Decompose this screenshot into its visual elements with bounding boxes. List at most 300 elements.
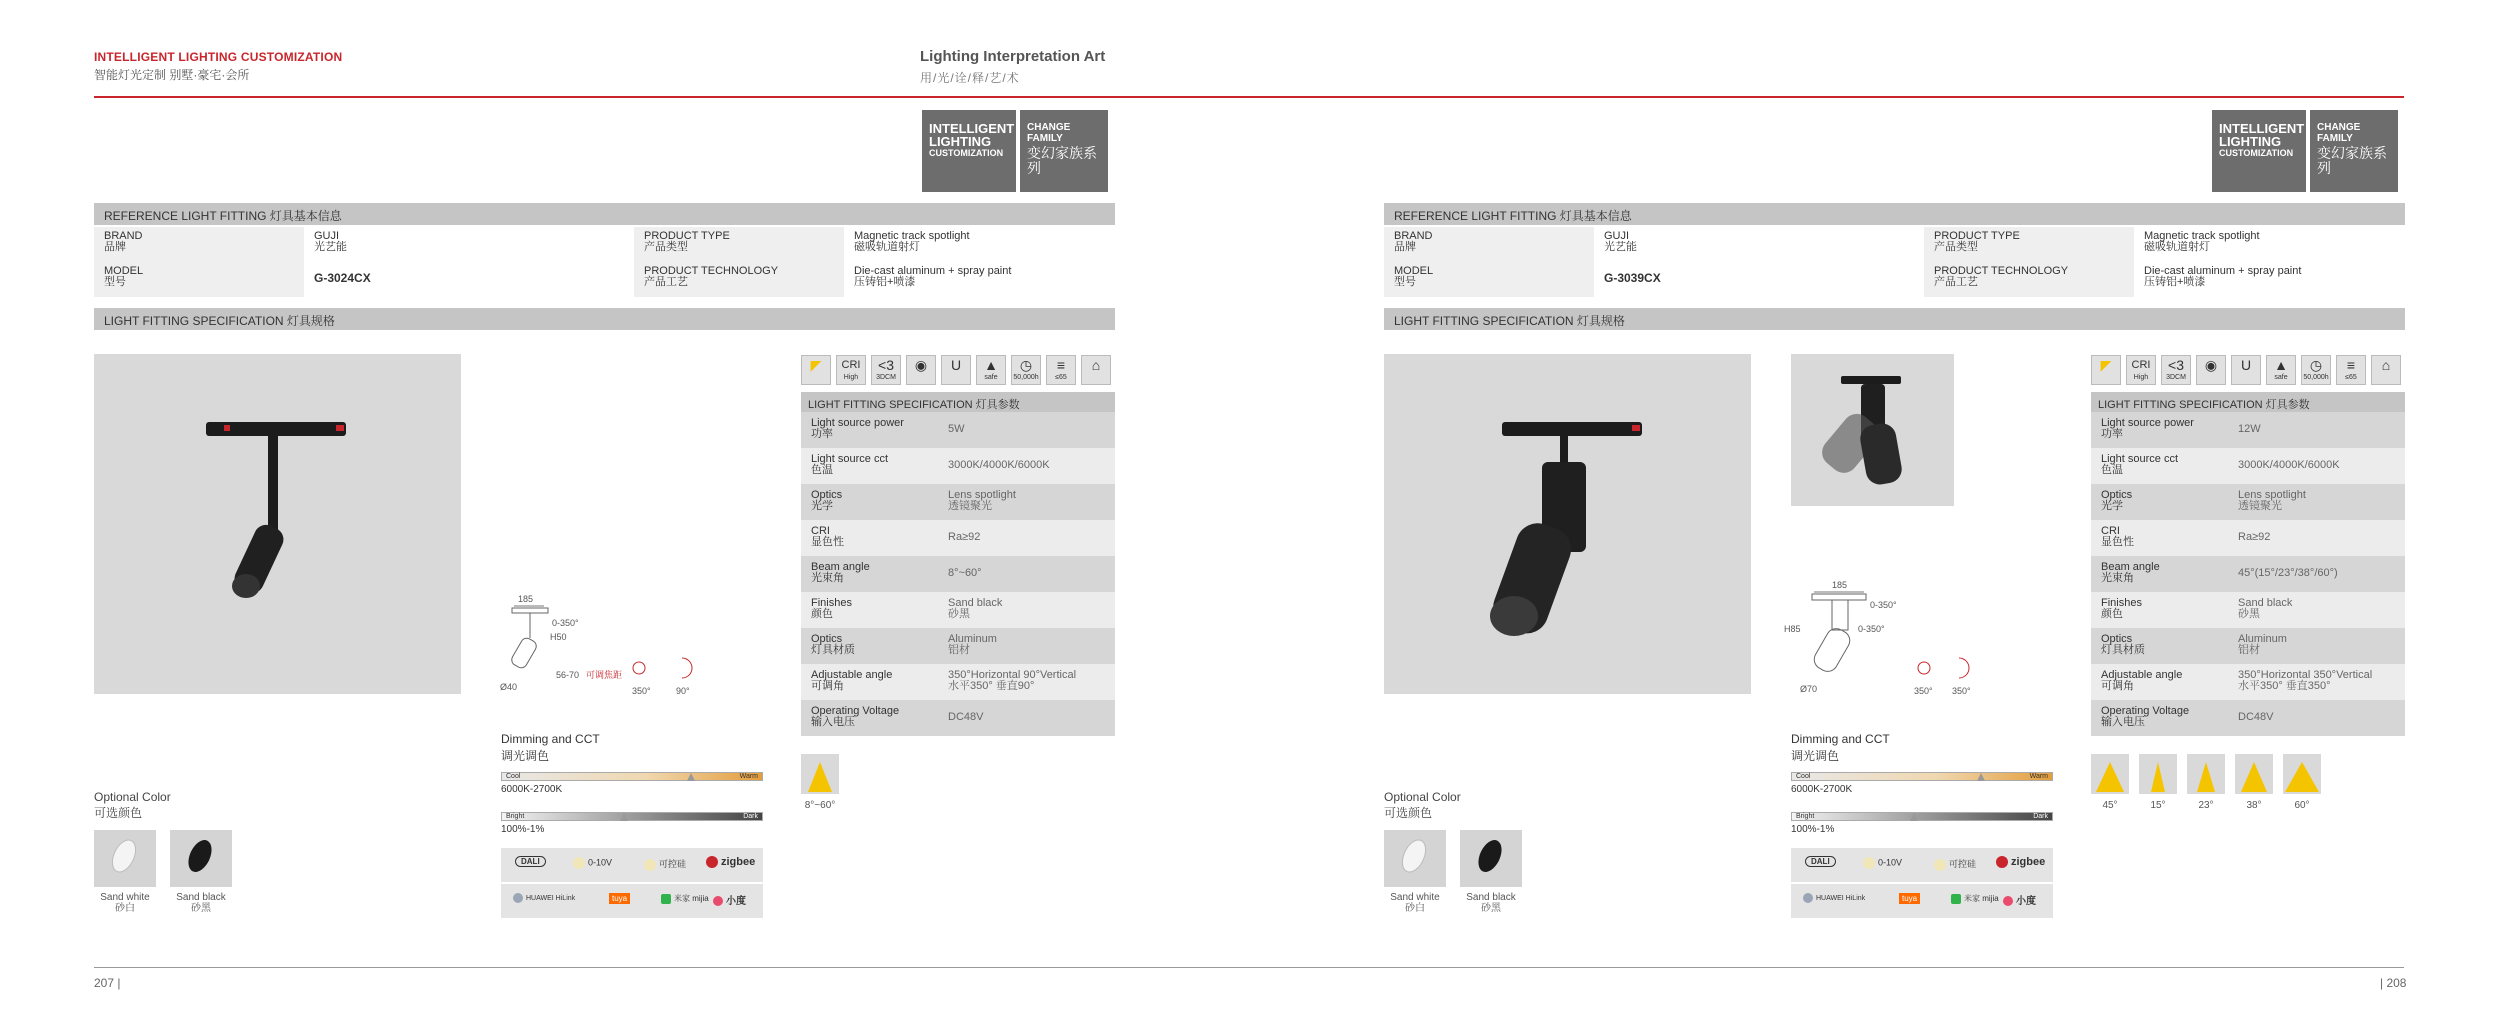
brand-sub: 智能灯光定制 别墅·豪宅·会所 (94, 68, 250, 82)
spec-key (2091, 664, 2233, 700)
optional-color-subtitle: 可选颜色 (94, 806, 143, 820)
home-icon (2371, 355, 2401, 385)
dim-width: 185 (1832, 580, 1848, 590)
spec-key-en: Operating Voltage (811, 705, 900, 717)
spec-value-cn: 砂黑 (2238, 608, 2260, 620)
huawei-hilink-logo: HUAWEI HiLink (513, 893, 575, 903)
dim-diameter: Ø70 (1800, 684, 1818, 694)
spec-row (801, 484, 1115, 520)
spec-row (2091, 484, 2405, 520)
spec-value (943, 700, 1115, 736)
page-number-left: 207 | (94, 976, 121, 990)
beam-angle-label: 15° (2150, 800, 2166, 811)
icon-caption: ≤65 (2345, 374, 2357, 381)
spec-row (2091, 664, 2405, 700)
beam-angle-swatch (2187, 754, 2225, 794)
spec-key (2091, 592, 2233, 628)
icon-caption: High (843, 374, 859, 381)
icon-caption: 3DCM (2166, 374, 2186, 381)
icon-glyph: ≡ (1056, 357, 1066, 373)
mijia-icon (1951, 894, 1961, 904)
beam-glyph: ◤ (2100, 357, 2112, 373)
beam-cone-icon (808, 762, 832, 792)
xiaodu-icon (713, 896, 723, 906)
spec-key (2091, 520, 2233, 556)
dimming-subtitle: 调光调色 (501, 749, 550, 763)
sand-white-swatch[interactable] (94, 830, 156, 887)
beam-cone-icon (2285, 762, 2319, 792)
specification-section-bar: LIGHT FITTING SPECIFICATION 灯具规格 (1384, 308, 2405, 330)
mijia-logo: 米家 mijia (1951, 893, 1999, 904)
spec-key (2091, 412, 2233, 448)
page-title: Lighting Interpretation Art (920, 48, 1106, 65)
spec-value-en: 350°Horizontal 350°Vertical (2238, 669, 2373, 681)
model-value (304, 262, 634, 297)
icon-glyph: <3 (2168, 357, 2184, 373)
spec-value (943, 628, 1115, 664)
spec-value-en: 5W (948, 423, 965, 435)
timer-icon (2301, 355, 2331, 385)
tilt-icon (1959, 658, 1969, 678)
spec-value (2233, 628, 2405, 664)
bright-label: Bright (1796, 813, 1815, 820)
adapter-outline (1812, 594, 1866, 600)
spec-key-cn: 灯具材质 (811, 644, 855, 656)
protocol-row-2 (501, 884, 763, 918)
spec-value-en: DC48V (2238, 711, 2274, 723)
spec-key-cn: 光学 (2101, 500, 2123, 512)
spec-value (943, 484, 1115, 520)
spec-key-en: Light source cct (811, 453, 889, 465)
brand-value: GUJI 光艺能 (314, 230, 347, 253)
cct-range: 6000K-2700K (501, 784, 563, 795)
brand-label: BRAND 品牌 (94, 227, 304, 262)
protocol-row-1 (1791, 848, 2053, 882)
spec-row (801, 628, 1115, 664)
spec-row (801, 556, 1115, 592)
spec-key-cn: 灯具材质 (2101, 644, 2145, 656)
cct-range: 6000K-2700K (1791, 784, 1853, 795)
dim-zoom: 56-70 (556, 670, 580, 680)
spec-value-cn: 水平350° 垂直350° (2238, 680, 2331, 692)
spec-key-cn: 光束角 (2101, 572, 2134, 584)
icon-glyph: ◉ (2204, 357, 2218, 373)
eye-icon (2196, 355, 2226, 385)
cool-label: Cool (506, 773, 521, 780)
brightness-slider-handle[interactable] (1910, 813, 1918, 821)
spec-value-en: 12W (2238, 423, 2261, 435)
dimming-0-10v: 0-10V (1863, 857, 1902, 869)
optional-color-panel (1384, 790, 1516, 914)
spec-key (801, 520, 943, 556)
temp-icon (1046, 355, 1076, 385)
cri-icon (2126, 355, 2156, 385)
icon-glyph: CRI (2131, 359, 2151, 371)
spec-key-en: Operating Voltage (2101, 705, 2190, 717)
spec-key-en: Optics (811, 489, 843, 501)
page-subtitle: 用/光/诠/释/艺/术 (920, 71, 1020, 85)
rotation-icon (1918, 662, 1930, 674)
temp-icon (2336, 355, 2366, 385)
spec-key-cn: 显色性 (811, 536, 844, 548)
icon-glyph: ◷ (1019, 357, 1033, 373)
spec-value-en: 8°~60° (948, 567, 982, 579)
beam-angle-swatch (2235, 754, 2273, 794)
page-left (94, 0, 1124, 1035)
xiaodu-icon (2003, 896, 2013, 906)
cct-slider[interactable] (501, 772, 763, 781)
spec-row (2091, 412, 2405, 448)
spec-value-cn: 铝材 (948, 644, 970, 656)
spec-value (943, 448, 1115, 484)
spec-row (801, 664, 1115, 700)
stem (268, 436, 278, 536)
footer-rule (94, 967, 2404, 968)
dim-zoom-label: 可调焦距 (586, 670, 623, 680)
spotlight-angle-illustration (1791, 354, 1954, 506)
spec-row (801, 520, 1115, 556)
spec-key-cn: 输入电压 (811, 716, 855, 728)
brightness-slider[interactable] (1791, 812, 2053, 821)
spec-key-cn: 光学 (811, 500, 833, 512)
ugr-icon (2161, 355, 2191, 385)
spec-value-en: 3000K/4000K/6000K (948, 459, 1050, 471)
dim-height: H85 (1784, 624, 1801, 634)
xiaodu-logo: 小度 (2003, 892, 2036, 907)
spec-row (801, 412, 1115, 448)
spec-row (2091, 520, 2405, 556)
spec-key-en: Light source power (811, 417, 904, 429)
tilt-icon (682, 658, 692, 678)
dim-rotation: 0-350° (1870, 600, 1897, 610)
safe-icon (976, 355, 1006, 385)
optional-color-title: Optional Color (94, 790, 171, 804)
spec-key-cn: 输入电压 (2101, 716, 2145, 728)
spec-key-en: CRI (811, 525, 830, 537)
sand-black-swatch[interactable] (170, 830, 232, 887)
reference-grid (1384, 227, 2405, 297)
spec-value-en: DC48V (948, 711, 984, 723)
stem (1560, 436, 1568, 464)
sand-black-swatch[interactable] (1460, 830, 1522, 887)
beam-angle-label: 23° (2198, 800, 2214, 811)
bulb-icon (1934, 859, 1946, 871)
dim-rotation-vertical: 0-350° (1858, 624, 1885, 634)
dark-label: Dark (743, 813, 758, 820)
icon-glyph: ⌂ (2381, 357, 2391, 373)
warm-label: Warm (2029, 773, 2048, 780)
product-technology-value: Die-cast aluminum + spray paint 压铸铝+喷漆 (854, 265, 1012, 288)
spec-key-en: Finishes (811, 597, 852, 609)
zigbee-logo: zigbee (1996, 856, 2045, 868)
sand-black-label: Sand black 砂黑 (176, 892, 226, 914)
bulb-icon (1863, 857, 1875, 869)
head-outline (510, 636, 539, 670)
spec-row (801, 700, 1115, 736)
dim-width: 185 (518, 594, 534, 604)
dark-label: Dark (2033, 813, 2048, 820)
beam-angle-label: 60° (2294, 800, 2310, 811)
icon-glyph: ◉ (914, 357, 928, 373)
spec-row (2091, 700, 2405, 736)
dim-height: H50 (550, 632, 567, 642)
parameter-section-bar: LIGHT FITTING SPECIFICATION 灯具参数 (2091, 392, 2405, 412)
dimming-panel (501, 732, 763, 907)
triac-dimming: 可控硅 (1934, 857, 1976, 871)
spec-value (2233, 556, 2405, 592)
spec-key-cn: 显色性 (2101, 536, 2134, 548)
feature-icon-row (801, 355, 1115, 385)
sand-black-label: Sand black 砂黑 (1466, 892, 1516, 914)
spec-key-en: Light source power (2101, 417, 2194, 429)
contact-mark (1632, 425, 1640, 431)
spec-value-en: Lens spotlight (948, 489, 1016, 501)
icon-caption: High (2133, 374, 2149, 381)
optional-color-subtitle: 可选颜色 (1384, 806, 1433, 820)
spec-value-en: 350°Horizontal 90°Vertical (948, 669, 1077, 681)
zigbee-icon (706, 856, 718, 868)
sand-white-label: Sand white 砂白 (100, 892, 150, 914)
dim-angle-vertical: 350° (1952, 686, 1971, 696)
dimming-subtitle: 调光调色 (1791, 749, 1840, 763)
icon-glyph: ▲ (984, 357, 998, 373)
spec-key (2091, 484, 2233, 520)
model-label: MODEL 型号 (94, 262, 304, 297)
product-technology-label: PRODUCT TECHNOLOGY 产品工艺 (1924, 262, 2134, 297)
spec-value-en: Ra≥92 (2238, 531, 2271, 543)
product-type-value: Magnetic track spotlight 磁吸轨道射灯 (2144, 230, 2260, 253)
dimension-drawing (1784, 578, 1994, 700)
zigbee-icon (1996, 856, 2008, 868)
product-photo (94, 354, 461, 694)
dimension-drawing (494, 590, 704, 700)
eye-icon (906, 355, 936, 385)
product-technology-label: PRODUCT TECHNOLOGY 产品工艺 (634, 262, 844, 297)
spec-key-cn: 颜色 (811, 608, 833, 620)
change-family-badge: CHANGE FAMILY 变幻家族系列 (1020, 110, 1108, 192)
spec-key (801, 700, 943, 736)
dim-angle-vertical: 90° (676, 686, 690, 696)
magnet-icon (2231, 355, 2261, 385)
icon-glyph: <3 (878, 357, 894, 373)
track-adapter (1841, 376, 1901, 384)
hilink-icon (1803, 893, 1813, 903)
spec-value-cn: 水平350° 垂直90° (948, 680, 1035, 692)
beam-icon (801, 355, 831, 385)
product-type-label: PRODUCT TYPE 产品类型 (634, 227, 844, 262)
adapter-outline (512, 608, 548, 613)
dimming-0-10v: 0-10V (573, 857, 612, 869)
beam-cone-icon (2096, 762, 2124, 792)
spec-key (801, 664, 943, 700)
product-type-value: Magnetic track spotlight 磁吸轨道射灯 (854, 230, 970, 253)
icon-glyph: U (2240, 357, 2252, 373)
beam-cone-icon (2241, 762, 2267, 792)
spec-key (801, 412, 943, 448)
spec-key-cn: 可调角 (2101, 680, 2134, 692)
model-label: MODEL 型号 (1384, 262, 1594, 297)
icon-glyph: ⌂ (1091, 357, 1101, 373)
optional-color-title: Optional Color (1384, 790, 1461, 804)
brightness-slider-handle[interactable] (620, 813, 628, 821)
spec-key-en: Adjustable angle (811, 669, 893, 681)
cct-slider-handle[interactable] (687, 773, 695, 781)
body-outline (1832, 600, 1848, 630)
tuya-logo: tuya (1899, 893, 1920, 904)
beam-angle-swatch (2283, 754, 2321, 794)
warm-label: Warm (739, 773, 758, 780)
spec-key-en: Optics (2101, 633, 2133, 645)
optional-color-panel (94, 790, 226, 914)
beam-angle-label: 45° (2102, 800, 2118, 811)
cct-slider[interactable] (1791, 772, 2053, 781)
change-family-badge: CHANGE FAMILY 变幻家族系列 (2310, 110, 2398, 192)
bulb-icon (644, 859, 656, 871)
brand-value: GUJI 光艺能 (1604, 230, 1637, 253)
icon-glyph: ◷ (2309, 357, 2323, 373)
spec-key (801, 484, 943, 520)
spec-key (801, 556, 943, 592)
beam-cone-icon (2197, 762, 2215, 792)
spec-value-en: Sand black (2238, 597, 2293, 609)
beam-icon (2091, 355, 2121, 385)
intelligent-lighting-badge: INTELLIGENT LIGHTING CUSTOMIZATION (2212, 110, 2306, 192)
spec-value (943, 592, 1115, 628)
icon-caption: 3DCM (876, 374, 896, 381)
page-number-right: | 208 (2380, 976, 2407, 990)
spec-value-cn: 透镜聚光 (2238, 500, 2282, 512)
spotlight-illustration (94, 354, 461, 694)
home-icon (1081, 355, 1111, 385)
dimming-panel (1791, 732, 2053, 907)
bright-label: Bright (506, 813, 525, 820)
model-value (1594, 262, 1924, 297)
brightness-range: 100%-1% (501, 824, 545, 835)
spec-value-en: Lens spotlight (2238, 489, 2306, 501)
spec-key-en: Optics (2101, 489, 2133, 501)
sand-white-label: Sand white 砂白 (1390, 892, 1440, 914)
cct-slider-handle[interactable] (1977, 773, 1985, 781)
beam-angle-swatch (801, 754, 839, 794)
bulb-icon (573, 857, 585, 869)
spec-key-en: CRI (2101, 525, 2120, 537)
spec-key (801, 628, 943, 664)
model-number: G-3024CX (314, 271, 371, 285)
spec-key-en: Light source cct (2101, 453, 2179, 465)
icon-glyph: CRI (841, 359, 861, 371)
beam-glyph: ◤ (810, 357, 822, 373)
spec-value-en: Aluminum (2238, 633, 2287, 645)
icon-caption: safe (984, 374, 998, 381)
dali-logo: DALI (1805, 856, 1836, 867)
beam-angle-swatch (2139, 754, 2177, 794)
spec-row (801, 448, 1115, 484)
triac-dimming: 可控硅 (644, 857, 686, 871)
spec-key-cn: 功率 (2101, 428, 2123, 440)
dim-angle-horizontal: 350° (1914, 686, 1933, 696)
spec-value (943, 664, 1115, 700)
beam-angle-label: 38° (2246, 800, 2262, 811)
spec-row (2091, 556, 2405, 592)
spec-key (2091, 700, 2233, 736)
spec-key-cn: 颜色 (2101, 608, 2123, 620)
rotation-icon (633, 662, 645, 674)
parameter-section-bar: LIGHT FITTING SPECIFICATION 灯具参数 (801, 392, 1115, 412)
dimming-title: Dimming and CCT (501, 732, 600, 746)
dali-logo: DALI (515, 856, 546, 867)
dimension-diagram (494, 590, 704, 700)
icon-glyph: ≡ (2346, 357, 2356, 373)
dimming-title: Dimming and CCT (1791, 732, 1890, 746)
head-outline (1811, 625, 1854, 675)
icon-glyph: ▲ (2274, 357, 2288, 373)
spec-value (2233, 592, 2405, 628)
spec-row (801, 592, 1115, 628)
product-technology-value: Die-cast aluminum + spray paint 压铸铝+喷漆 (2144, 265, 2302, 288)
spec-key (2091, 628, 2233, 664)
protocol-row-2 (1791, 884, 2053, 918)
spec-key (801, 592, 943, 628)
spec-value-en: Ra≥92 (948, 531, 981, 543)
product-type-label: PRODUCT TYPE 产品类型 (1924, 227, 2134, 262)
contact-mark (224, 425, 230, 431)
product-photo (1384, 354, 1751, 694)
icon-caption: 50,000h (2303, 374, 2329, 381)
spec-table (801, 412, 1115, 736)
spec-key (2091, 448, 2233, 484)
spec-value (943, 412, 1115, 448)
beam-cone-icon (2151, 762, 2165, 792)
timer-icon (1011, 355, 1041, 385)
dim-diameter: Ø40 (500, 682, 518, 692)
dim-rotation: 0-350° (552, 618, 579, 628)
icon-caption: safe (2274, 374, 2288, 381)
page-right (1384, 0, 2414, 1035)
spec-value-en: Sand black (948, 597, 1003, 609)
mijia-logo: 米家 mijia (661, 893, 709, 904)
reference-section-bar: REFERENCE LIGHT FITTING 灯具基本信息 (94, 203, 1115, 225)
reference-grid (94, 227, 1115, 297)
spec-key (2091, 556, 2233, 592)
product-photo-alt (1791, 354, 1954, 506)
lens (232, 574, 260, 598)
hilink-icon (513, 893, 523, 903)
beam-angle-swatch (2091, 754, 2129, 794)
spec-value (943, 520, 1115, 556)
tuya-logo: tuya (609, 893, 630, 904)
icon-caption: 50,000h (1013, 374, 1039, 381)
spec-key-en: Adjustable angle (2101, 669, 2183, 681)
icon-caption: ≤65 (1055, 374, 1067, 381)
magnet-icon (941, 355, 971, 385)
brightness-range: 100%-1% (1791, 824, 1835, 835)
mijia-icon (661, 894, 671, 904)
sand-white-swatch[interactable] (1384, 830, 1446, 887)
model-number: G-3039CX (1604, 271, 1661, 285)
spec-key-en: Beam angle (811, 561, 870, 573)
xiaodu-logo: 小度 (713, 892, 746, 907)
brightness-slider[interactable] (501, 812, 763, 821)
contact-mark (336, 425, 344, 431)
spec-key-en: Optics (811, 633, 843, 645)
spec-value-cn: 砂黑 (948, 608, 970, 620)
zigbee-logo: zigbee (706, 856, 755, 868)
beam-angle-label: 8°~60° (804, 800, 836, 811)
track-adapter (1502, 422, 1642, 436)
spec-key (801, 448, 943, 484)
spec-key-en: Beam angle (2101, 561, 2160, 573)
cri-icon (836, 355, 866, 385)
